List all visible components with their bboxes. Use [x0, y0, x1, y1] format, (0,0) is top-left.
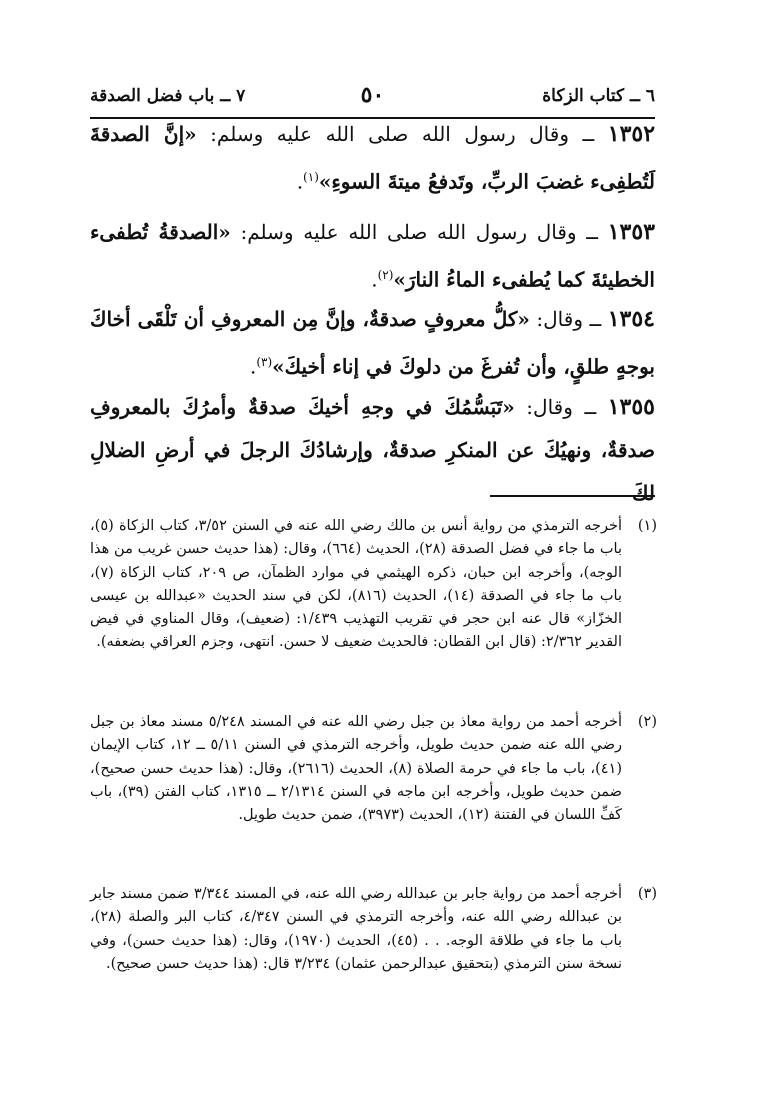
footnote-2 — [90, 711, 655, 827]
hadith-number: ١٣٥٣ — [607, 219, 655, 245]
footnote-3 — [90, 883, 655, 976]
footnote-1 — [90, 515, 655, 655]
footnote-separator — [490, 495, 655, 497]
book-page — [90, 0, 655, 1113]
hadith-number: ١٣٥٤ — [607, 306, 655, 332]
hadith-text: «كلُّ معروفٍ صدقةٌ، وإنَّ مِن المعروفِ أن تَلْقَى أخاكَ بوجهٍ طلقٍ، وأن تُفرغَ من دلوكَ في إناء أخيكَ» — [90, 307, 655, 379]
hadith-intro: ــ وقال رسول الله صلى الله عليه وسلم: — [196, 122, 608, 146]
footnote-number: (٢) — [637, 714, 657, 730]
hadith-1352: ١٣٥٢ ــ وقال رسول الله صلى الله عليه وسلم: «إنَّ الصدقةَ لَتُطفِىء غضبَ الربِّ، وتَدفعُ ميتةَ السوءِ»$^{(١)}$. — [90, 121, 656, 194]
hadith-intro: ــ وقال: — [514, 395, 608, 419]
hadith-text: «إنَّ الصدقةَ لَتُطفِىء غضبَ الربِّ، وتَدفعُ ميتةَ السوءِ» — [90, 122, 655, 194]
footnote-ref[interactable]: (٢) — [377, 268, 394, 282]
hadith-intro: ــ وقال: — [529, 307, 608, 331]
footnote-ref[interactable]: (١) — [303, 170, 319, 184]
footnote-text: أخرجه أحمد من رواية جابر بن عبدالله رضي الله عنه، في المسند ٣/٣٤٤ ضمن مسند جابر بن عبدالله رضي الله عنه، وأخرجه الترمذي في السنن ٤/٣٤٧، كتاب البر والصلة (٢٨)، باب ما جاء في طلاقة الوجه. . . (٤٥)، الحديث (١٩٧٠)، وقال: (هذا حديث حسن)، وفي نسخة سنن الترمذي (بتحقيق عبدالرحمن عثمان) ٣/٢٣٤ قال: (هذا حديث حسن صحيح). — [90, 886, 622, 972]
footnote-ref[interactable]: (٣) — [256, 355, 273, 369]
footnote-text: أخرجه الترمذي من رواية أنس بن مالك رضي الله عنه في السنن ٣/٥٢، كتاب الزكاة (٥)، باب ما جاء في فضل الصدقة (٢٨)، الحديث (٦٦٤)، وقال: (هذا حديث حسن غريب من هذا الوجه)، وأخرجه ابن حبان، ذكره الهيثمي في موارد الظمآن، ص ٢٠٩، كتاب الزكاة (٧)، باب ما جاء في الصدقة (١٤)، الحديث (٨١٦)، لكن في سند الحديث «عبدالله بن عيسى الخزّاز» قال عنه ابن حجر في تقريب التهذيب ١/٤٣٩: (ضعيف)، وقال المناوي في فيض القدير ٢/٣٦٢: (قال ابن القطان: فالحديث ضعيف لا حسن. انتهى، وجزم العراقي بضعفه). — [90, 518, 623, 651]
hadith-1353: ١٣٥٣ ــ وقال رسول الله صلى الله عليه وسلم: «الصدقةُ تُطفىء الخطيئةَ كما يُطفىء الماءُ النارَ»$^{(٢)}$. — [90, 219, 655, 292]
book-title: ٦ ــ كتاب الزكاة — [542, 86, 655, 106]
hadith-1354: ١٣٥٤ ــ وقال: «كلُّ معروفٍ صدقةٌ، وإنَّ مِن المعروفِ أن تَلْقَى أخاكَ بوجهٍ طلقٍ، وأن تُفرغَ من دلوكَ في إناء أخيكَ»$^{(٣)}$. — [90, 306, 655, 379]
hadith-number: ١٣٥٥ — [607, 394, 655, 420]
footnote-number: (٣) — [637, 886, 657, 902]
chapter-title: ٧ ــ باب فضل الصدقة — [90, 86, 246, 106]
running-header — [90, 80, 655, 116]
hadith-number: ١٣٥٢ — [607, 121, 656, 147]
hadith-text: «تَبَسُّمُكَ في وجهِ أخيكَ صدقةٌ وأمرُكَ بالمعروفِ صدقةٌ، ونهيُكَ عن المنكرِ صدقةٌ، وإرشادُكَ الرجلَ في أرضِ الضلالِ لكَ — [90, 395, 655, 505]
page-number: ٥٠ — [360, 82, 385, 108]
hadith-intro: ــ وقال رسول الله صلى الله عليه وسلم: — [230, 220, 608, 244]
footnote-number: (١) — [637, 518, 657, 534]
footnote-text: أخرجه أحمد من رواية معاذ بن جبل رضي الله عنه في المسند ٥/٢٤٨ مسند معاذ بن جبل رضي الله عنه ضمن حديث طويل، وأخرجه الترمذي في السنن ٥/١١ ــ ١٢، كتاب الإيمان (٤١)، باب ما جاء في حرمة الصلاة (٨)، الحديث (٢٦١٦)، وقال: (هذا حديث حسن صحيح)، ضمن حديث طويل، وأخرجه ابن ماجه في السنن ٢/١٣١٤ ــ ١٣١٥، كتاب الفتن (٣٩)، باب كَفِّ اللسان في الفتنة (١٢)، الحديث (٣٩٧٣)، ضمن حديث طويل. — [90, 714, 623, 824]
hadith-text: «الصدقةُ تُطفىء الخطيئةَ كما يُطفىء الماءُ النارَ» — [90, 220, 655, 292]
